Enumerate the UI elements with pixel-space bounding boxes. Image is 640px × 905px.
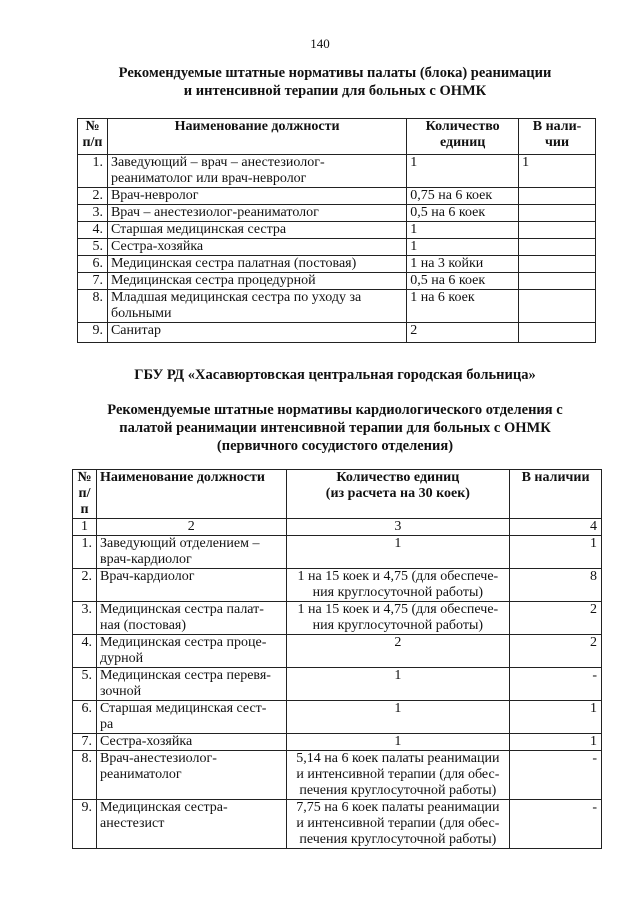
position-name: Старшая медицинская сест- ра <box>96 701 286 734</box>
position-name: Медицинская сестра палат- ная (постовая) <box>96 602 286 635</box>
section1-title-line: Рекомендуемые штатные нормативы палаты (блока) реанимации <box>118 65 552 81</box>
position-name: Врач-кардиолог <box>96 569 286 602</box>
staff-table-cardiology <box>72 469 602 849</box>
position-name: Заведующий отделением – врач-кардиолог <box>96 536 286 569</box>
row-number: 2. <box>73 569 97 602</box>
available-count <box>519 323 596 343</box>
unit-count: 7,75 на 6 коек палаты реанимации и интенсивной терапии (для обес- печения круглосуточной работы) <box>286 800 510 849</box>
position-name: Сестра-хозяйка <box>96 734 286 751</box>
row-number: 1. <box>78 155 108 188</box>
unit-count: 1 на 3 койки <box>407 256 519 273</box>
row-number: 4. <box>78 222 108 239</box>
table-row <box>78 256 596 273</box>
row-number: 2. <box>78 188 108 205</box>
column-index-row <box>73 519 602 536</box>
table-row <box>73 751 602 800</box>
row-number: 9. <box>73 800 97 849</box>
unit-count: 1 <box>407 155 519 188</box>
column-index: 2 <box>96 519 286 536</box>
unit-count: 0,75 на 6 коек <box>407 188 519 205</box>
available-count: - <box>510 751 602 800</box>
row-number: 9. <box>78 323 108 343</box>
unit-count: 1 <box>286 536 510 569</box>
available-count: - <box>510 800 602 849</box>
col-header-num: № п/п <box>73 470 97 519</box>
available-count <box>519 256 596 273</box>
col-header-avail: В наличии <box>510 470 602 519</box>
table-row <box>73 800 602 849</box>
available-count: 1 <box>510 701 602 734</box>
col-header-name: Наименование должности <box>107 119 406 155</box>
table-row <box>73 668 602 701</box>
section2-title-line: Рекомендуемые штатные нормативы кардиологического отделения с <box>107 402 563 418</box>
org-title-line: ГБУ РД «Хасавюртовская центральная городская больница» <box>134 367 536 383</box>
row-number: 5. <box>78 239 108 256</box>
available-count <box>519 222 596 239</box>
col-header-qty: Количество единиц (из расчета на 30 коек) <box>286 470 510 519</box>
position-name: Старшая медицинская сестра <box>107 222 406 239</box>
table-body <box>73 519 602 849</box>
page-number: 140 <box>310 36 330 51</box>
available-count: 1 <box>519 155 596 188</box>
available-count: 1 <box>510 536 602 569</box>
unit-count: 1 <box>286 701 510 734</box>
row-number: 4. <box>73 635 97 668</box>
position-name: Сестра-хозяйка <box>107 239 406 256</box>
table-row <box>73 635 602 668</box>
row-number: 8. <box>78 290 108 323</box>
unit-count: 1 на 15 коек и 4,75 (для обеспече- ния круглосуточной работы) <box>286 569 510 602</box>
row-number: 6. <box>78 256 108 273</box>
position-name: Заведующий – врач – анестезиолог- реаниматолог или врач-невролог <box>107 155 406 188</box>
available-count <box>519 239 596 256</box>
position-name: Медицинская сестра перевя- зочной <box>96 668 286 701</box>
position-name: Медицинская сестра палатная (постовая) <box>107 256 406 273</box>
unit-count: 1 <box>286 734 510 751</box>
position-name: Врач-анестезиолог- реаниматолог <box>96 751 286 800</box>
unit-count: 0,5 на 6 коек <box>407 273 519 290</box>
org-title <box>60 366 610 384</box>
unit-count: 1 на 15 коек и 4,75 (для обеспече- ния круглосуточной работы) <box>286 602 510 635</box>
unit-count: 1 <box>407 222 519 239</box>
column-index: 4 <box>510 519 602 536</box>
table-row <box>78 239 596 256</box>
unit-count: 2 <box>407 323 519 343</box>
table-row <box>73 602 602 635</box>
available-count: 8 <box>510 569 602 602</box>
unit-count: 1 на 6 коек <box>407 290 519 323</box>
table-row <box>78 323 596 343</box>
available-count: - <box>510 668 602 701</box>
position-name: Медицинская сестра проце- дурной <box>96 635 286 668</box>
col-header-name: Наименование должности <box>96 470 286 519</box>
unit-count: 2 <box>286 635 510 668</box>
col-header-qty: Количество единиц <box>407 119 519 155</box>
available-count <box>519 290 596 323</box>
table-row <box>73 734 602 751</box>
available-count: 2 <box>510 602 602 635</box>
position-name: Врач-невролог <box>107 188 406 205</box>
column-index: 3 <box>286 519 510 536</box>
position-name: Санитар <box>107 323 406 343</box>
row-number: 3. <box>78 205 108 222</box>
position-name: Врач – анестезиолог-реаниматолог <box>107 205 406 222</box>
row-number: 7. <box>78 273 108 290</box>
table-row <box>78 155 596 188</box>
section2-title-line: (первичного сосудистого отделения) <box>216 438 454 454</box>
staff-table-icu <box>77 118 596 343</box>
section2-title-line: палатой реанимации интенсивной терапии для больных с ОНМК <box>119 420 551 436</box>
table-row <box>78 188 596 205</box>
row-number: 8. <box>73 751 97 800</box>
row-number: 6. <box>73 701 97 734</box>
row-number: 7. <box>73 734 97 751</box>
section1-title-line: и интенсивной терапии для больных с ОНМК <box>183 83 487 99</box>
table-row <box>73 536 602 569</box>
available-count <box>519 188 596 205</box>
table-body <box>78 155 596 343</box>
available-count: 2 <box>510 635 602 668</box>
table-row <box>78 205 596 222</box>
unit-count: 1 <box>407 239 519 256</box>
table-row <box>78 222 596 239</box>
col-header-num: № п/п <box>78 119 108 155</box>
position-name: Медицинская сестра процедурной <box>107 273 406 290</box>
available-count <box>519 273 596 290</box>
column-index: 1 <box>73 519 97 536</box>
unit-count: 1 <box>286 668 510 701</box>
available-count: 1 <box>510 734 602 751</box>
table-row <box>73 569 602 602</box>
row-number: 5. <box>73 668 97 701</box>
table-row <box>78 290 596 323</box>
position-name: Медицинская сестра- анестезист <box>96 800 286 849</box>
table-row <box>78 273 596 290</box>
section1-title <box>60 64 610 100</box>
unit-count: 0,5 на 6 коек <box>407 205 519 222</box>
section2-title <box>60 401 610 455</box>
available-count <box>519 205 596 222</box>
col-header-avail: В нали- чии <box>519 119 596 155</box>
table-row <box>73 701 602 734</box>
position-name: Младшая медицинская сестра по уходу за больными <box>107 290 406 323</box>
unit-count: 5,14 на 6 коек палаты реанимации и интенсивной терапии (для обес- печения круглосуточной работы) <box>286 751 510 800</box>
row-number: 3. <box>73 602 97 635</box>
row-number: 1. <box>73 536 97 569</box>
